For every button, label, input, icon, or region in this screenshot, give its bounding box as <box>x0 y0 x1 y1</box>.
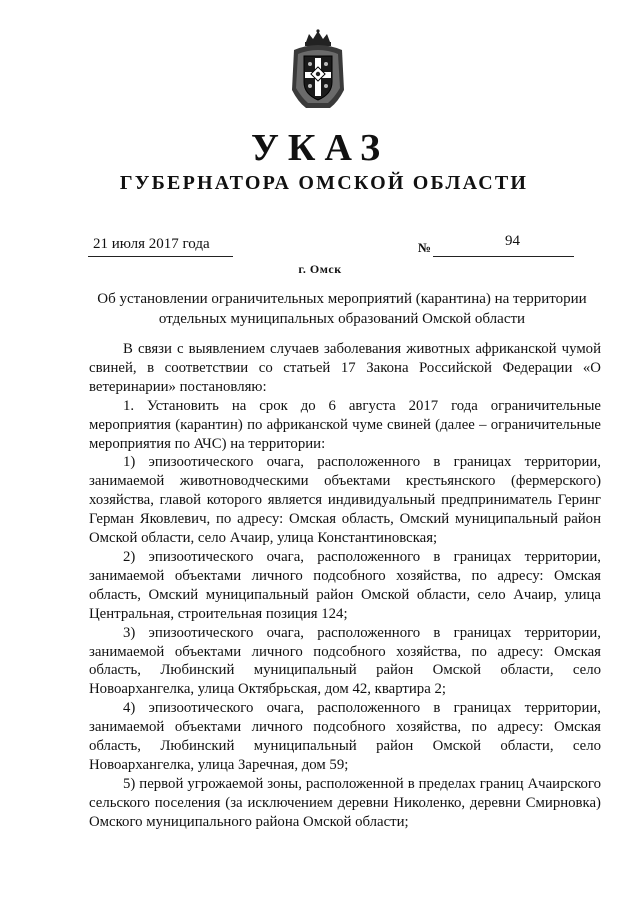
body-paragraph: 1. Установить на срок до 6 августа 2017 года ограничительные мероприятия (карантин) по африканской чуме свиней (далее – ограничительные мероприятия по АЧС) на территории: <box>89 397 601 452</box>
number-underline <box>433 256 574 257</box>
heading-line: Об установлении ограничительных мероприятий (карантина) на территории <box>97 291 587 307</box>
heading-line: отдельных муниципальных образований Омской области <box>158 311 526 327</box>
document-number: 94 <box>505 233 520 249</box>
body-paragraph: В связи с выявлением случаев заболевания животных африканской чумой свиней, в соответствии со статьей 17 Закона Российской Федерации «О ветеринарии» постановляю: <box>89 341 601 395</box>
document-title: УКАЗ <box>251 127 389 169</box>
date-underline <box>88 256 233 257</box>
document-date: 21 июля 2017 года <box>93 236 210 252</box>
body-paragraph: 3) эпизоотического очага, расположенного в границах территории, занимаемой объектами личного подсобного хозяйства, по адресу: Омская область, Любинский муниципальный район Омской области, село Новоархангелка, улица Октябрьская, дом 42, квартира 2; <box>89 624 601 698</box>
document-body <box>89 340 601 832</box>
body-paragraph: 5) первой угрожаемой зоны, расположенной в пределах границ Ачаирского сельского поселения (за исключением деревни Николенко, деревни Смирновка) Омского муниципального района Омской области; <box>89 775 601 830</box>
body-paragraph: 4) эпизоотического очага, расположенного в границах территории, занимаемой объектами личного подсобного хозяйства, по адресу: Омская область, Любинский муниципальный район Омской области, село Новоархангелка, улица Заречная, дом 59; <box>89 700 601 773</box>
body-paragraph: 1) эпизоотического очага, расположенного в границах территории, занимаемой животноводческими объектами крестьянского (фермерского) хозяйства, главой которого является индивидуальный предприниматель Геринг Герман Яковлевич, по адресу: Омская область, Омский муниципальный район Омской области, село Ачаир, улица Константиновская; <box>89 454 601 547</box>
coat-of-arms-icon <box>290 28 346 110</box>
document-heading <box>80 289 604 329</box>
number-sign: № <box>418 240 432 255</box>
document-city: г. Омск <box>298 262 342 276</box>
document-subtitle: ГУБЕРНАТОРА ОМСКОЙ ОБЛАСТИ <box>119 172 529 194</box>
body-paragraph: 2) эпизоотического очага, расположенного в границах территории, занимаемой объектами личного подсобного хозяйства, по адресу: Омская область, Омский муниципальный район Омской области, село Ачаир, улица Центральная, строительная позиция 124; <box>89 548 601 622</box>
